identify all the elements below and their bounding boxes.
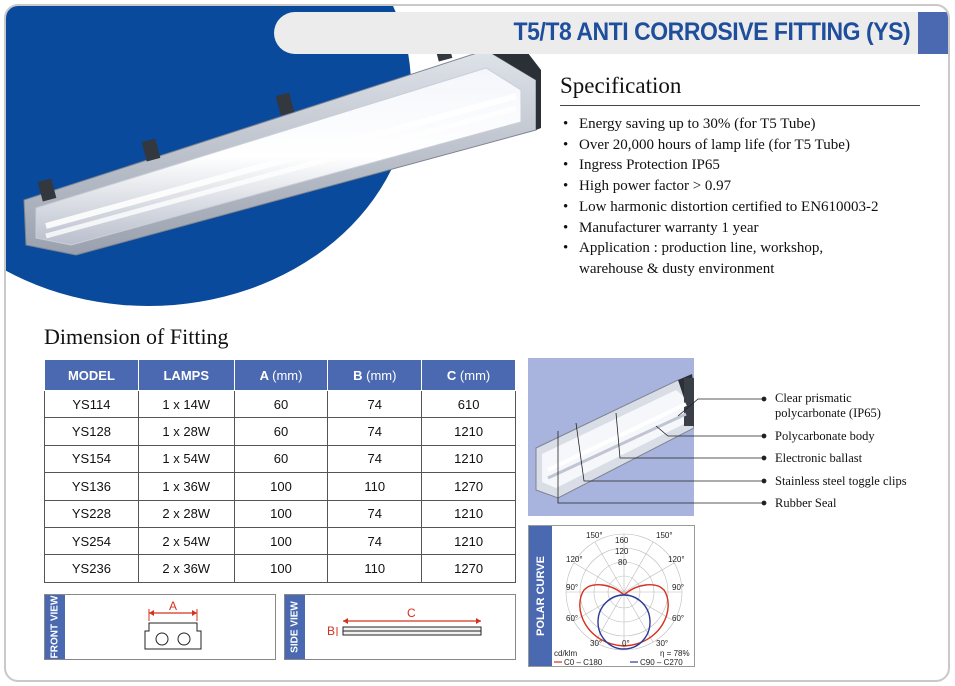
- polar-curve-box: [528, 525, 695, 667]
- callout-leader-lines: [528, 391, 774, 511]
- radial-label: 120: [615, 547, 629, 556]
- callout-label: Polycarbonate body: [775, 429, 875, 443]
- table-row: [45, 445, 516, 472]
- front-view-drawing: [135, 599, 235, 657]
- side-view-box: [284, 594, 516, 660]
- side-view-drawing: [325, 605, 515, 645]
- col-unit: (mm): [366, 367, 397, 383]
- callout-label: Electronic ballast: [775, 451, 863, 465]
- cell-model: YS128: [45, 418, 139, 445]
- table-row: [45, 391, 516, 418]
- col-label: B: [353, 367, 363, 383]
- side-dim-b: B: [327, 624, 336, 638]
- side-view-label: [285, 595, 305, 659]
- col-label: C: [446, 367, 457, 383]
- col-model: [45, 360, 139, 391]
- specification-list: [561, 114, 931, 280]
- cell-a: 100: [234, 473, 328, 500]
- cell-lamps: 2 x 54W: [138, 527, 234, 554]
- col-c: [422, 360, 516, 391]
- cell-a: 100: [234, 555, 328, 582]
- front-view-label-text: FRONT VIEW: [49, 595, 61, 659]
- cell-b: 74: [328, 418, 422, 445]
- side-view-label-text: SIDE VIEW: [289, 601, 301, 653]
- cell-lamps: 1 x 28W: [138, 418, 234, 445]
- specification-rule: [560, 105, 920, 106]
- angle-label: 90°: [566, 583, 579, 592]
- callout-label: Clear prismatic: [775, 391, 852, 405]
- cell-c: 1270: [422, 555, 516, 582]
- cell-a: 60: [234, 391, 328, 418]
- cell-c: 1210: [422, 500, 516, 527]
- angle-label: 30°: [590, 639, 603, 648]
- col-label: LAMPS: [163, 367, 209, 383]
- cell-model: YS114: [45, 391, 139, 418]
- col-lamps: [138, 360, 234, 391]
- cell-model: YS228: [45, 500, 139, 527]
- cell-b: 74: [328, 527, 422, 554]
- angle-label: 90°: [672, 583, 685, 592]
- radial-label: 80: [618, 558, 627, 567]
- col-label: A: [259, 367, 269, 383]
- page-title: T5/T8 ANTI CORROSIVE FITTING (YS): [513, 18, 910, 46]
- cell-c: 1210: [422, 445, 516, 472]
- dimension-heading: Dimension of Fitting: [44, 324, 229, 349]
- page-frame: [4, 4, 950, 682]
- cell-c: 610: [422, 391, 516, 418]
- spec-item: • High power factor > 0.97: [561, 176, 931, 197]
- cell-a: 60: [234, 418, 328, 445]
- cell-c: 1210: [422, 418, 516, 445]
- spec-item: • Application : production line, workshop,: [561, 238, 931, 259]
- cell-c: 1210: [422, 527, 516, 554]
- angle-label: 150°: [656, 531, 673, 540]
- callout-label: Stainless steel toggle clips: [775, 474, 907, 488]
- cell-b: 110: [328, 555, 422, 582]
- spec-item-text: warehouse & dusty environment: [579, 260, 775, 277]
- cell-c: 1270: [422, 473, 516, 500]
- polar-unit: cd/klm: [554, 649, 578, 658]
- col-a: [234, 360, 328, 391]
- cell-model: YS136: [45, 473, 139, 500]
- callout-label: polycarbonate (IP65): [775, 406, 881, 420]
- cell-model: YS254: [45, 527, 139, 554]
- angle-label: 60°: [566, 614, 579, 623]
- polar-chart: [552, 526, 694, 666]
- angle-label: 120°: [566, 555, 583, 564]
- angle-label: 0°: [622, 639, 630, 648]
- col-b: [328, 360, 422, 391]
- cell-lamps: 2 x 28W: [138, 500, 234, 527]
- legend-c0-c180: C0 – C180: [564, 658, 603, 666]
- table-row: [45, 418, 516, 445]
- cell-b: 74: [328, 445, 422, 472]
- front-view-label: [45, 595, 65, 659]
- fitting-photo: [16, 30, 546, 260]
- polar-curve-label-text: POLAR CURVE: [534, 556, 547, 636]
- cell-a: 100: [234, 500, 328, 527]
- spec-item: • Ingress Protection IP65: [561, 155, 931, 176]
- spec-item: • Energy saving up to 30% (for T5 Tube): [561, 114, 931, 135]
- cell-lamps: 1 x 36W: [138, 473, 234, 500]
- dimension-table: [44, 359, 516, 583]
- cell-model: YS154: [45, 445, 139, 472]
- col-unit: (mm): [272, 367, 303, 383]
- front-dim-a: A: [169, 599, 178, 613]
- cell-model: YS236: [45, 555, 139, 582]
- side-dim-c: C: [407, 606, 416, 620]
- angle-label: 60°: [672, 614, 685, 623]
- front-view-box: [44, 594, 276, 660]
- cell-b: 74: [328, 500, 422, 527]
- col-unit: (mm): [459, 367, 491, 383]
- table-row: [45, 555, 516, 582]
- title-accent-block: [918, 12, 950, 54]
- spec-item: • Manufacturer warranty 1 year: [561, 218, 931, 239]
- cell-b: 110: [328, 473, 422, 500]
- table-row: [45, 473, 516, 500]
- spec-item-continued: [561, 259, 931, 280]
- table-row: [45, 500, 516, 527]
- specification-heading: Specification: [560, 73, 682, 98]
- cell-b: 74: [328, 391, 422, 418]
- title-bar: [274, 12, 950, 54]
- cell-a: 60: [234, 445, 328, 472]
- cell-lamps: 1 x 54W: [138, 445, 234, 472]
- angle-label: 120°: [668, 555, 685, 564]
- polar-curve-label: [529, 526, 552, 666]
- cell-lamps: 2 x 36W: [138, 555, 234, 582]
- table-row: [45, 527, 516, 554]
- cell-lamps: 1 x 14W: [138, 391, 234, 418]
- table-header-row: [45, 360, 516, 391]
- radial-label: 160: [615, 536, 629, 545]
- spec-item: • Over 20,000 hours of lamp life (for T5 Tube): [561, 135, 931, 156]
- callout-label: Rubber Seal: [775, 496, 837, 510]
- col-label: MODEL: [67, 367, 115, 383]
- polar-efficiency: η = 78%: [660, 649, 690, 658]
- angle-label: 150°: [586, 531, 603, 540]
- spec-item: • Low harmonic distortion certified to EN610003-2: [561, 197, 931, 218]
- cell-a: 100: [234, 527, 328, 554]
- angle-label: 30°: [656, 639, 669, 648]
- legend-c90-c270: C90 – C270: [640, 658, 683, 666]
